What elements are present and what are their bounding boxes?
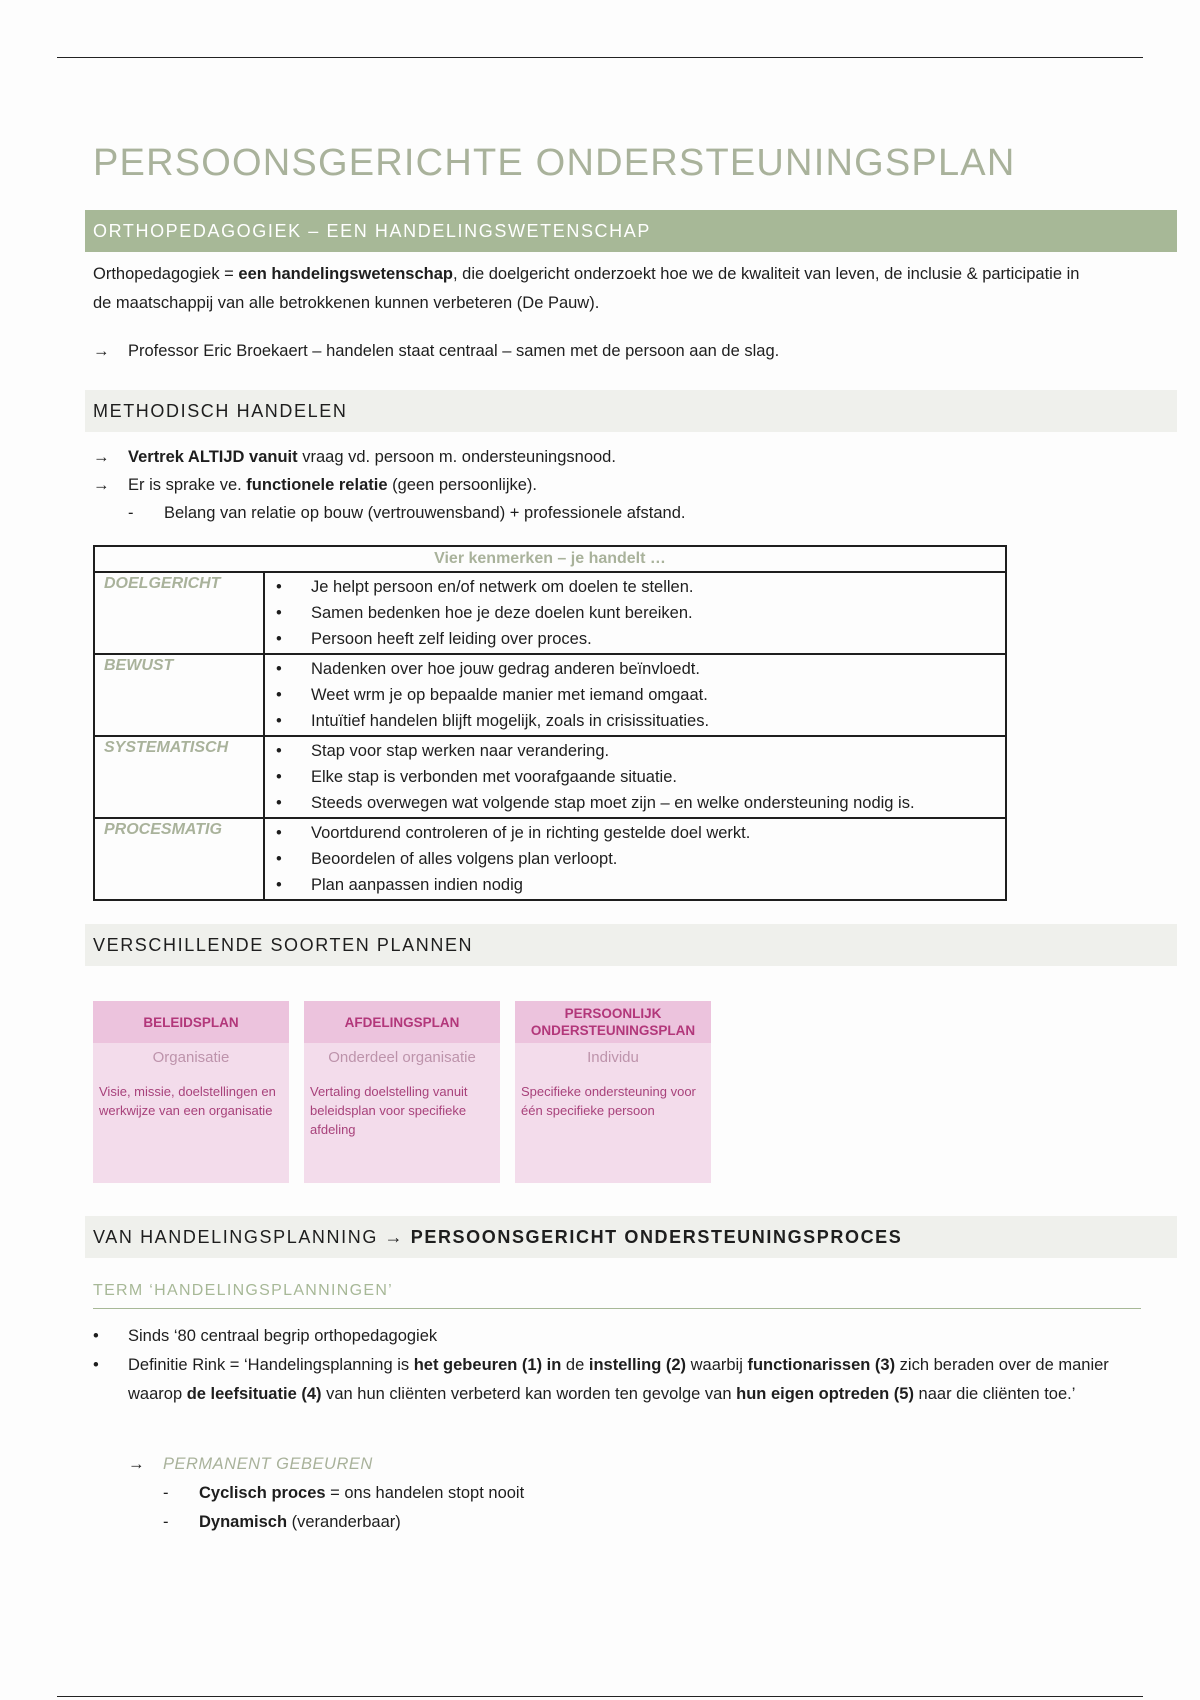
bottom-rule: [57, 1696, 1143, 1697]
permanent-gebeuren-block: [128, 1450, 524, 1537]
list-item: • Elke stap is verbonden met voorafgaande situatie.: [276, 764, 1004, 790]
table-row: [94, 736, 1006, 818]
table-row: [94, 654, 1006, 736]
table-header: Vier kenmerken – je handelt …: [94, 546, 1006, 572]
table-header-row: [94, 546, 1006, 572]
list-item: • Plan aanpassen indien nodig: [276, 872, 1004, 898]
list-item: • Je helpt persoon en/of netwerk om doelen te stellen.: [276, 574, 1004, 600]
arrow-icon: →: [93, 342, 110, 360]
list-item-definitie-rink: • Definitie Rink = ‘Handelingsplanning is het gebeuren (1) in de instelling (2) waarbij functionarissen (3) zich beraden over de manier waarop de leefsituatie (4) van hun cliënten verbeterd kan worden ten gevolge van hun eigen optreden (5) naar die cliënten toe.’: [93, 1351, 1153, 1409]
list-item: • Steeds overwegen wat volgende stap moet zijn – en welke ondersteuning nodig is.: [276, 790, 1004, 816]
row-label: DOELGERICHT: [94, 572, 264, 654]
list-item: • Weet wrm je op bepaalde manier met iemand omgaat.: [276, 682, 1004, 708]
dash-line-dynamisch: - Dynamisch (veranderbaar): [163, 1513, 401, 1531]
definition-paragraph: Orthopedagogiek = een handelingswetenschap, die doelgericht onderzoekt hoe we de kwaliteit van leven, de inclusie & participatie in de maatschappij van alle betrokkenen kunnen verbeteren (De Pauw).: [93, 265, 1080, 312]
top-rule: [57, 57, 1143, 58]
table-row: [94, 818, 1006, 900]
list-item: • Persoon heeft zelf leiding over proces.: [276, 626, 1004, 652]
card-description: Vertaling doelstelling vanuit beleidsplan voor specifieke afdeling: [310, 1084, 468, 1137]
card-title: AFDELINGSPLAN: [304, 1001, 500, 1043]
card-beleidsplan: [93, 1001, 289, 1183]
list-item: • Samen bedenken hoe je deze doelen kunt bereiken.: [276, 600, 1004, 626]
list-item: • Voortdurend controleren of je in richting gestelde doel werkt.: [276, 820, 1004, 846]
row-label: BEWUST: [94, 654, 264, 736]
list-item: • Stap voor stap werken naar verandering.: [276, 738, 1004, 764]
section-heading-methodisch: METHODISCH HANDELEN: [85, 390, 1177, 432]
arrow-icon: →: [93, 476, 110, 494]
bullet-list: [93, 1322, 1153, 1409]
card-description: Visie, missie, doelstellingen en werkwijze van een organisatie: [99, 1084, 276, 1118]
card-title: BELEIDSPLAN: [93, 1001, 289, 1043]
page-title: PERSOONSGERICHTE ONDERSTEUNINGSPLAN: [93, 142, 1016, 184]
permanent-heading: → PERMANENT GEBEUREN: [128, 1450, 524, 1479]
arrow-line-functionele-relatie: → Er is sprake ve. functionele relatie (geen persoonlijke).: [93, 471, 537, 499]
list-item: • Nadenken over hoe jouw gedrag anderen beïnvloedt.: [276, 656, 1004, 682]
card-persoonlijk-ondersteuningsplan: [515, 1001, 711, 1183]
subheading-term: TERM ‘HANDELINGSPLANNINGEN’: [93, 1282, 1141, 1309]
arrow-icon: →: [93, 448, 110, 466]
arrow-line-broekaert: → Professor Eric Broekaert – handelen staat centraal – samen met de persoon aan de slag.: [93, 337, 779, 365]
card-subtitle: Individu: [587, 1049, 639, 1066]
arrow-icon: →: [128, 1455, 145, 1473]
dash-line-cyclisch: - Cyclisch proces = ons handelen stopt nooit: [163, 1484, 525, 1502]
section-heading-soorten-plannen: VERSCHILLENDE SOORTEN PLANNEN: [85, 924, 1177, 966]
arrow-line-vertrek: → Vertrek ALTIJD vanuit vraag vd. persoon m. ondersteuningsnood.: [93, 443, 616, 471]
list-item: • Beoordelen of alles volgens plan verloopt.: [276, 846, 1004, 872]
dash-line-belang: - Belang van relatie op bouw (vertrouwensband) + professionele afstand.: [128, 504, 686, 522]
card-title: PERSOONLIJK ONDERSTEUNINGSPLAN: [515, 1001, 711, 1043]
card-subtitle: Organisatie: [152, 1049, 230, 1066]
row-label: PROCESMATIG: [94, 818, 264, 900]
kenmerken-table: [93, 545, 1007, 901]
section-heading-handelingsplanning: VAN HANDELINGSPLANNING → PERSOONSGERICHT ONDERSTEUNINGSPROCES: [85, 1216, 1177, 1258]
row-label: SYSTEMATISCH: [94, 736, 264, 818]
section-heading-orthopedagogiek: ORTHOPEDAGOGIEK – EEN HANDELINGSWETENSCHAP: [85, 210, 1177, 252]
list-item: • Sinds ‘80 centraal begrip orthopedagogiek: [93, 1322, 1153, 1351]
card-afdelingsplan: [304, 1001, 500, 1183]
list-item: • Intuïtief handelen blijft mogelijk, zoals in crisissituaties.: [276, 708, 1004, 734]
card-description: Specifieke ondersteuning voor één specifieke persoon: [521, 1084, 696, 1118]
card-subtitle: Onderdeel organisatie: [328, 1049, 476, 1066]
table-row: [94, 572, 1006, 654]
